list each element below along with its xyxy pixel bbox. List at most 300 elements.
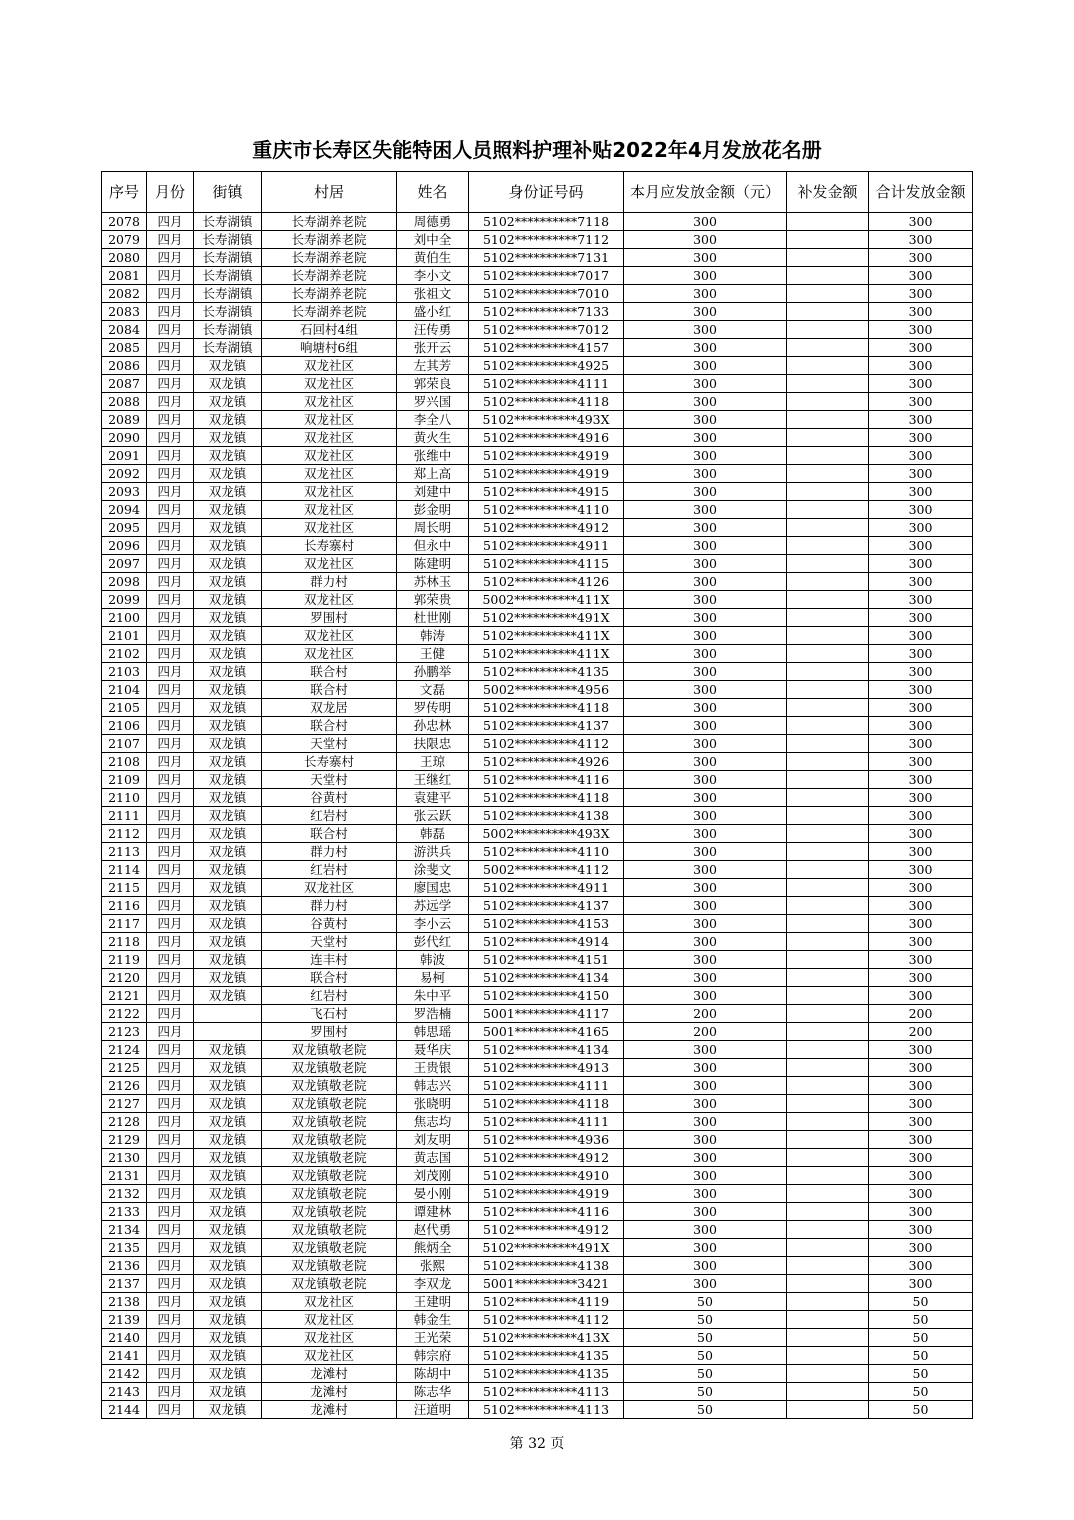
id-number-cell: 5102**********4153 (469, 915, 624, 933)
id-number-cell: 5102**********4912 (469, 1221, 624, 1239)
name-cell: 苏远学 (397, 897, 469, 915)
id-number-cell: 5102**********4919 (469, 447, 624, 465)
id-number-cell: 5102**********4910 (469, 1167, 624, 1185)
id-number-cell: 5102**********7017 (469, 267, 624, 285)
seq-cell: 2130 (102, 1149, 147, 1167)
back-pay-cell (787, 1347, 869, 1365)
monthly-amount-cell: 300 (624, 915, 787, 933)
total-amount-cell: 300 (869, 825, 973, 843)
monthly-amount-cell: 300 (624, 807, 787, 825)
id-number-cell: 5102**********7112 (469, 231, 624, 249)
seq-cell: 2113 (102, 843, 147, 861)
month-cell: 四月 (147, 249, 194, 267)
town-cell: 双龙镇 (194, 357, 262, 375)
monthly-amount-cell: 300 (624, 789, 787, 807)
month-cell: 四月 (147, 969, 194, 987)
back-pay-cell (787, 1239, 869, 1257)
total-amount-cell: 300 (869, 555, 973, 573)
id-number-cell: 5102**********493X (469, 411, 624, 429)
month-cell: 四月 (147, 879, 194, 897)
name-cell: 韩金生 (397, 1311, 469, 1329)
town-cell: 长寿湖镇 (194, 303, 262, 321)
town-cell: 双龙镇 (194, 429, 262, 447)
id-number-cell: 5102**********4138 (469, 1257, 624, 1275)
table-row (102, 843, 973, 861)
village-cell: 双龙镇敬老院 (262, 1257, 397, 1275)
village-cell: 龙滩村 (262, 1365, 397, 1383)
id-number-cell: 5102**********4112 (469, 1311, 624, 1329)
name-cell: 孙鹏举 (397, 663, 469, 681)
month-cell: 四月 (147, 1113, 194, 1131)
total-amount-cell: 300 (869, 231, 973, 249)
col-header-village: 村居 (262, 172, 397, 213)
total-amount-cell: 300 (869, 339, 973, 357)
month-cell: 四月 (147, 1077, 194, 1095)
page-number: 第 32 页 (509, 1436, 565, 1452)
id-number-cell: 5002**********493X (469, 825, 624, 843)
back-pay-cell (787, 1311, 869, 1329)
total-amount-cell: 50 (869, 1365, 973, 1383)
month-cell: 四月 (147, 1383, 194, 1401)
name-cell: 郭荣良 (397, 375, 469, 393)
seq-cell: 2111 (102, 807, 147, 825)
village-cell: 谷黄村 (262, 915, 397, 933)
name-cell: 王贵银 (397, 1059, 469, 1077)
monthly-amount-cell: 300 (624, 501, 787, 519)
village-cell: 双龙社区 (262, 429, 397, 447)
id-number-cell: 5002**********4956 (469, 681, 624, 699)
table-row (102, 1383, 973, 1401)
monthly-amount-cell: 300 (624, 339, 787, 357)
total-amount-cell: 300 (869, 1185, 973, 1203)
total-amount-cell: 300 (869, 753, 973, 771)
name-cell: 李双龙 (397, 1275, 469, 1293)
month-cell: 四月 (147, 897, 194, 915)
town-cell: 双龙镇 (194, 501, 262, 519)
name-cell: 陈胡中 (397, 1365, 469, 1383)
table-row (102, 429, 973, 447)
village-cell: 双龙社区 (262, 1311, 397, 1329)
back-pay-cell (787, 321, 869, 339)
village-cell: 双龙社区 (262, 1347, 397, 1365)
monthly-amount-cell: 300 (624, 555, 787, 573)
total-amount-cell: 300 (869, 1203, 973, 1221)
seq-cell: 2135 (102, 1239, 147, 1257)
id-number-cell: 5102**********4137 (469, 717, 624, 735)
month-cell: 四月 (147, 1239, 194, 1257)
village-cell: 双龙社区 (262, 1329, 397, 1347)
name-cell: 袁建平 (397, 789, 469, 807)
monthly-amount-cell: 50 (624, 1311, 787, 1329)
town-cell: 长寿湖镇 (194, 267, 262, 285)
monthly-amount-cell: 300 (624, 285, 787, 303)
monthly-amount-cell: 300 (624, 1077, 787, 1095)
back-pay-cell (787, 249, 869, 267)
seq-cell: 2107 (102, 735, 147, 753)
town-cell: 双龙镇 (194, 951, 262, 969)
total-amount-cell: 300 (869, 1167, 973, 1185)
back-pay-cell (787, 1185, 869, 1203)
back-pay-cell (787, 717, 869, 735)
total-amount-cell: 300 (869, 1113, 973, 1131)
seq-cell: 2118 (102, 933, 147, 951)
seq-cell: 2084 (102, 321, 147, 339)
monthly-amount-cell: 300 (624, 1221, 787, 1239)
village-cell: 双龙社区 (262, 411, 397, 429)
monthly-amount-cell: 300 (624, 627, 787, 645)
seq-cell: 2078 (102, 213, 147, 231)
back-pay-cell (787, 1095, 869, 1113)
month-cell: 四月 (147, 285, 194, 303)
total-amount-cell: 300 (869, 537, 973, 555)
monthly-amount-cell: 300 (624, 1239, 787, 1257)
id-number-cell: 5102**********4111 (469, 375, 624, 393)
table-row (102, 1095, 973, 1113)
town-cell: 双龙镇 (194, 717, 262, 735)
back-pay-cell (787, 753, 869, 771)
total-amount-cell: 300 (869, 411, 973, 429)
id-number-cell: 5102**********4118 (469, 393, 624, 411)
month-cell: 四月 (147, 213, 194, 231)
month-cell: 四月 (147, 573, 194, 591)
total-amount-cell: 300 (869, 1257, 973, 1275)
seq-cell: 2082 (102, 285, 147, 303)
total-amount-cell: 300 (869, 393, 973, 411)
village-cell: 飞石村 (262, 1005, 397, 1023)
seq-cell: 2123 (102, 1023, 147, 1041)
total-amount-cell: 300 (869, 645, 973, 663)
back-pay-cell (787, 1221, 869, 1239)
month-cell: 四月 (147, 861, 194, 879)
table-row (102, 1185, 973, 1203)
town-cell: 双龙镇 (194, 735, 262, 753)
village-cell: 长寿湖养老院 (262, 249, 397, 267)
month-cell: 四月 (147, 609, 194, 627)
month-cell: 四月 (147, 807, 194, 825)
back-pay-cell (787, 591, 869, 609)
col-header-seq: 序号 (102, 172, 147, 213)
total-amount-cell: 300 (869, 699, 973, 717)
monthly-amount-cell: 300 (624, 969, 787, 987)
town-cell: 双龙镇 (194, 609, 262, 627)
seq-cell: 2142 (102, 1365, 147, 1383)
town-cell: 双龙镇 (194, 753, 262, 771)
table-row (102, 1149, 973, 1167)
total-amount-cell: 300 (869, 663, 973, 681)
town-cell: 双龙镇 (194, 861, 262, 879)
monthly-amount-cell: 300 (624, 267, 787, 285)
monthly-amount-cell: 300 (624, 771, 787, 789)
back-pay-cell (787, 915, 869, 933)
monthly-amount-cell: 300 (624, 987, 787, 1005)
town-cell: 双龙镇 (194, 1239, 262, 1257)
monthly-amount-cell: 300 (624, 249, 787, 267)
back-pay-cell (787, 969, 869, 987)
table-row (102, 519, 973, 537)
total-amount-cell: 300 (869, 573, 973, 591)
monthly-amount-cell: 300 (624, 429, 787, 447)
back-pay-cell (787, 465, 869, 483)
table-row (102, 1311, 973, 1329)
month-cell: 四月 (147, 1131, 194, 1149)
month-cell: 四月 (147, 771, 194, 789)
village-cell: 双龙社区 (262, 591, 397, 609)
name-cell: 郭荣贵 (397, 591, 469, 609)
name-cell: 刘建中 (397, 483, 469, 501)
id-number-cell: 5102**********4135 (469, 663, 624, 681)
id-number-cell: 5102**********491X (469, 1239, 624, 1257)
village-cell: 长寿湖养老院 (262, 303, 397, 321)
name-cell: 彭金明 (397, 501, 469, 519)
village-cell: 联合村 (262, 969, 397, 987)
name-cell: 孙忠林 (397, 717, 469, 735)
month-cell: 四月 (147, 1221, 194, 1239)
village-cell: 双龙社区 (262, 645, 397, 663)
back-pay-cell (787, 681, 869, 699)
town-cell: 双龙镇 (194, 591, 262, 609)
id-number-cell: 5102**********4112 (469, 735, 624, 753)
name-cell: 陈志华 (397, 1383, 469, 1401)
id-number-cell: 5102**********411X (469, 645, 624, 663)
month-cell: 四月 (147, 825, 194, 843)
seq-cell: 2126 (102, 1077, 147, 1095)
seq-cell: 2137 (102, 1275, 147, 1293)
village-cell: 双龙镇敬老院 (262, 1041, 397, 1059)
table-row (102, 699, 973, 717)
town-cell: 双龙镇 (194, 987, 262, 1005)
total-amount-cell: 300 (869, 879, 973, 897)
village-cell: 双龙镇敬老院 (262, 1113, 397, 1131)
name-cell: 晏小刚 (397, 1185, 469, 1203)
table-row (102, 555, 973, 573)
village-cell: 双龙社区 (262, 465, 397, 483)
id-number-cell: 5002**********411X (469, 591, 624, 609)
seq-cell: 2143 (102, 1383, 147, 1401)
id-number-cell: 5102**********4925 (469, 357, 624, 375)
name-cell: 汪传勇 (397, 321, 469, 339)
village-cell: 联合村 (262, 825, 397, 843)
name-cell: 朱中平 (397, 987, 469, 1005)
total-amount-cell: 300 (869, 591, 973, 609)
monthly-amount-cell: 300 (624, 663, 787, 681)
village-cell: 双龙社区 (262, 879, 397, 897)
total-amount-cell: 300 (869, 843, 973, 861)
month-cell: 四月 (147, 393, 194, 411)
month-cell: 四月 (147, 447, 194, 465)
month-cell: 四月 (147, 1329, 194, 1347)
town-cell: 双龙镇 (194, 1293, 262, 1311)
table-row (102, 969, 973, 987)
seq-cell: 2095 (102, 519, 147, 537)
village-cell: 双龙社区 (262, 555, 397, 573)
name-cell: 罗传明 (397, 699, 469, 717)
month-cell: 四月 (147, 699, 194, 717)
monthly-amount-cell: 300 (624, 699, 787, 717)
back-pay-cell (787, 663, 869, 681)
table-row (102, 501, 973, 519)
seq-cell: 2106 (102, 717, 147, 735)
total-amount-cell: 300 (869, 429, 973, 447)
back-pay-cell (787, 789, 869, 807)
table-row (102, 681, 973, 699)
total-amount-cell: 300 (869, 897, 973, 915)
back-pay-cell (787, 1401, 869, 1419)
village-cell: 罗围村 (262, 609, 397, 627)
town-cell: 双龙镇 (194, 447, 262, 465)
total-amount-cell: 300 (869, 1149, 973, 1167)
village-cell: 天堂村 (262, 933, 397, 951)
id-number-cell: 5102**********4137 (469, 897, 624, 915)
monthly-amount-cell: 200 (624, 1023, 787, 1041)
monthly-amount-cell: 300 (624, 231, 787, 249)
town-cell (194, 1023, 262, 1041)
month-cell: 四月 (147, 933, 194, 951)
total-amount-cell: 300 (869, 717, 973, 735)
seq-cell: 2132 (102, 1185, 147, 1203)
month-cell: 四月 (147, 951, 194, 969)
month-cell: 四月 (147, 915, 194, 933)
id-number-cell: 5102**********4116 (469, 1203, 624, 1221)
id-number-cell: 5102**********4151 (469, 951, 624, 969)
seq-cell: 2080 (102, 249, 147, 267)
name-cell: 李小文 (397, 267, 469, 285)
month-cell: 四月 (147, 339, 194, 357)
seq-cell: 2108 (102, 753, 147, 771)
seq-cell: 2119 (102, 951, 147, 969)
monthly-amount-cell: 300 (624, 1131, 787, 1149)
village-cell: 红岩村 (262, 861, 397, 879)
seq-cell: 2134 (102, 1221, 147, 1239)
seq-cell: 2127 (102, 1095, 147, 1113)
name-cell: 王继红 (397, 771, 469, 789)
col-header-monthly-amount: 本月应发放金额（元） (624, 172, 787, 213)
month-cell: 四月 (147, 663, 194, 681)
total-amount-cell: 300 (869, 357, 973, 375)
table-row (102, 1401, 973, 1419)
id-number-cell: 5102**********4110 (469, 501, 624, 519)
name-cell: 聂华庆 (397, 1041, 469, 1059)
id-number-cell: 5102**********491X (469, 609, 624, 627)
seq-cell: 2103 (102, 663, 147, 681)
table-row (102, 1275, 973, 1293)
table-row (102, 771, 973, 789)
month-cell: 四月 (147, 465, 194, 483)
table-row (102, 627, 973, 645)
name-cell: 汪道明 (397, 1401, 469, 1419)
total-amount-cell: 200 (869, 1023, 973, 1041)
village-cell: 双龙镇敬老院 (262, 1095, 397, 1113)
town-cell: 双龙镇 (194, 1401, 262, 1419)
name-cell: 谭建林 (397, 1203, 469, 1221)
seq-cell: 2092 (102, 465, 147, 483)
back-pay-cell (787, 1149, 869, 1167)
seq-cell: 2144 (102, 1401, 147, 1419)
name-cell: 李小云 (397, 915, 469, 933)
village-cell: 双龙社区 (262, 483, 397, 501)
name-cell: 涂斐文 (397, 861, 469, 879)
name-cell: 但永中 (397, 537, 469, 555)
back-pay-cell (787, 285, 869, 303)
village-cell: 双龙镇敬老院 (262, 1203, 397, 1221)
total-amount-cell: 300 (869, 1077, 973, 1095)
village-cell: 双龙镇敬老院 (262, 1239, 397, 1257)
town-cell: 双龙镇 (194, 1059, 262, 1077)
table-row (102, 807, 973, 825)
back-pay-cell (787, 537, 869, 555)
name-cell: 赵代勇 (397, 1221, 469, 1239)
total-amount-cell: 50 (869, 1311, 973, 1329)
table-row (102, 735, 973, 753)
total-amount-cell: 300 (869, 501, 973, 519)
seq-cell: 2121 (102, 987, 147, 1005)
back-pay-cell (787, 411, 869, 429)
village-cell: 双龙社区 (262, 519, 397, 537)
village-cell: 双龙镇敬老院 (262, 1185, 397, 1203)
name-cell: 王光荣 (397, 1329, 469, 1347)
monthly-amount-cell: 200 (624, 1005, 787, 1023)
id-number-cell: 5102**********4135 (469, 1347, 624, 1365)
monthly-amount-cell: 300 (624, 951, 787, 969)
monthly-amount-cell: 300 (624, 609, 787, 627)
monthly-amount-cell: 50 (624, 1347, 787, 1365)
village-cell: 群力村 (262, 897, 397, 915)
total-amount-cell: 300 (869, 681, 973, 699)
month-cell: 四月 (147, 1365, 194, 1383)
table-row (102, 1005, 973, 1023)
monthly-amount-cell: 300 (624, 1041, 787, 1059)
name-cell: 郑上高 (397, 465, 469, 483)
monthly-amount-cell: 300 (624, 825, 787, 843)
back-pay-cell (787, 375, 869, 393)
id-number-cell: 5001**********3421 (469, 1275, 624, 1293)
seq-cell: 2140 (102, 1329, 147, 1347)
monthly-amount-cell: 300 (624, 861, 787, 879)
name-cell: 王建明 (397, 1293, 469, 1311)
monthly-amount-cell: 300 (624, 753, 787, 771)
town-cell: 双龙镇 (194, 1275, 262, 1293)
back-pay-cell (787, 231, 869, 249)
name-cell: 刘茂刚 (397, 1167, 469, 1185)
total-amount-cell: 300 (869, 1131, 973, 1149)
back-pay-cell (787, 357, 869, 375)
id-number-cell: 5102**********4919 (469, 1185, 624, 1203)
seq-cell: 2115 (102, 879, 147, 897)
table-row (102, 267, 973, 285)
total-amount-cell: 300 (869, 249, 973, 267)
id-number-cell: 5102**********4911 (469, 879, 624, 897)
village-cell: 红岩村 (262, 807, 397, 825)
name-cell: 刘中全 (397, 231, 469, 249)
seq-cell: 2110 (102, 789, 147, 807)
table-row (102, 861, 973, 879)
table-row (102, 591, 973, 609)
village-cell: 双龙镇敬老院 (262, 1149, 397, 1167)
id-number-cell: 5001**********4165 (469, 1023, 624, 1041)
month-cell: 四月 (147, 1023, 194, 1041)
col-header-name: 姓名 (397, 172, 469, 213)
id-number-cell: 5102**********4113 (469, 1383, 624, 1401)
table-row (102, 411, 973, 429)
table-row (102, 447, 973, 465)
month-cell: 四月 (147, 1185, 194, 1203)
name-cell: 张晓明 (397, 1095, 469, 1113)
town-cell: 双龙镇 (194, 411, 262, 429)
month-cell: 四月 (147, 843, 194, 861)
name-cell: 焦志均 (397, 1113, 469, 1131)
back-pay-cell (787, 771, 869, 789)
total-amount-cell: 300 (869, 933, 973, 951)
table-row (102, 609, 973, 627)
